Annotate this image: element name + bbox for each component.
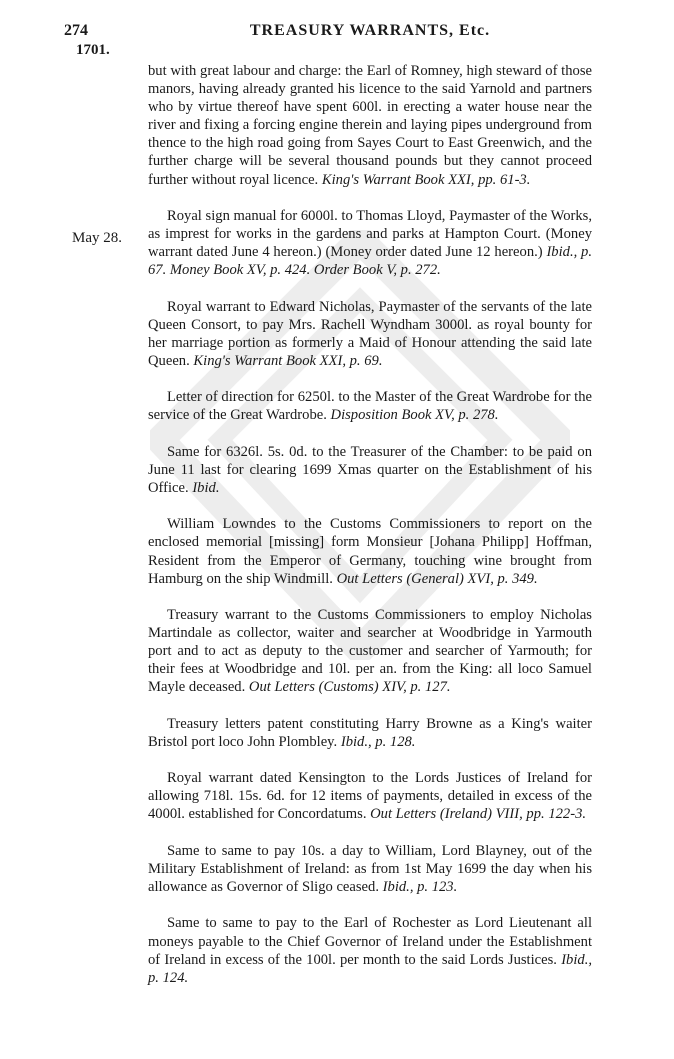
entry-great-wardrobe	[148, 388, 592, 424]
margin-year: 1701.	[76, 42, 110, 58]
entry-continuation	[148, 62, 592, 189]
entry-browne-bristol	[148, 715, 592, 751]
entry-martindale-woodbridge	[148, 606, 592, 696]
entry-reference: Out Letters (General) XVI, p. 349.	[336, 570, 538, 587]
entry-reference: Ibid., p. 124.	[148, 951, 592, 986]
entry-reference: Ibid., p. 123.	[382, 879, 458, 896]
entry-text: Royal sign manual for 6000l. to Thomas Lloyd, Paymaster of the Works, as imprest for works in the gardens and parks at Hampton Court. (Money warrant dated June 4 hereon.) (Money order dated June 12 hereon.)	[148, 207, 592, 261]
entry-text: Treasury letters patent constituting Harry Browne as a King's waiter Bristol port loco John Plombley.	[148, 715, 592, 750]
entry-reference: King's Warrant Book XXI, pp. 61-3.	[321, 171, 531, 188]
entry-text: Letter of direction for 6250l. to the Master of the Great Wardrobe for the service of the Great Wardrobe.	[148, 389, 592, 424]
entry-text: William Lowndes to the Customs Commissioners to report on the enclosed memorial [missing] form Monsieur [Johana Philipp] Hoffman, Resident from the Emperor of Germany, touching wine brought from Hamburg on the ship Windmill.	[148, 516, 592, 587]
entry-reference: King's Warrant Book XXI, p. 69.	[193, 352, 383, 369]
entry-text: Same to same to pay 10s. a day to William, Lord Blayney, out of the Military Establishment of Ireland: as from 1st May 1699 the day when his allowance as Governor of Sligo ceased.	[148, 842, 592, 896]
entry-wyndham-bounty	[148, 298, 592, 370]
entry-text: Royal warrant to Edward Nicholas, Paymaster of the servants of the late Queen Consort, to pay Mrs. Rachell Wyndham 3000l. as royal bounty for her marriage portion as formerly a Maid of Honour attending the said late Queen.	[148, 298, 592, 369]
entry-text: Royal warrant dated Kensington to the Lords Justices of Ireland for allowing 718l. 15s. 6d. for 12 items of payments, detailed in excess of the 4000l. established for Concordatums.	[148, 770, 592, 823]
entry-list	[148, 62, 592, 1005]
entry-hampton-court-works	[148, 207, 592, 279]
entry-reference: Disposition Book XV, p. 278.	[330, 407, 499, 424]
entry-treasurer-chamber	[148, 443, 592, 497]
entry-reference: Out Letters (Customs) XIV, p. 127.	[248, 679, 451, 696]
entry-hoffman-memorial	[148, 515, 592, 587]
entry-text: Treasury warrant to the Customs Commissioners to employ Nicholas Martindale as collector, waiter and searcher at Woodbridge in Yarmouth port and to act as deputy to the customer and searcher of Yarmouth; for their fees at Woodbridge and 10l. per an. from the King: all loco Samuel Mayle deceased.	[148, 607, 592, 696]
entry-ireland-concordatums	[148, 769, 592, 823]
entry-reference: Out Letters (Ireland) VIII, pp. 122-3.	[370, 806, 587, 823]
entry-lord-blayney	[148, 842, 592, 896]
entry-text: but with great labour and charge: the Earl of Romney, high steward of those manors, having already granted his licence to the said Yarnold and partners who by virtue thereof have spent 600l. in erecting a water house near the river and fixing a forcing engine therein and laying pipes underground from thence to the high road going from Sayes Court to East Greenwich, and the further charge will be several thousand pounds but they cannot proceed further without royal licence.	[148, 63, 592, 188]
margin-date: May 28.	[72, 230, 122, 246]
entry-text: Same for 6326l. 5s. 0d. to the Treasurer of the Chamber: to be paid on June 11 last for clearing 1699 Xmas quarter on the Establishment of his Office.	[148, 443, 592, 496]
running-title: TREASURY WARRANTS, Etc.	[249, 22, 491, 39]
entry-text: Same to same to pay to the Earl of Rochester as Lord Lieutenant all moneys payable to the Chief Governor of Ireland under the Establishment of Ireland in excess of the 100l. per month to the said Lords Justices.	[148, 915, 592, 968]
page-number: 274	[64, 22, 88, 39]
page-header	[0, 22, 674, 66]
entry-reference: Ibid., p. 67. Money Book XV, p. 424. Order Book V, p. 272.	[148, 244, 592, 279]
entry-earl-rochester	[148, 914, 592, 986]
entry-reference: Ibid., p. 128.	[340, 733, 416, 750]
entry-reference: Ibid.	[192, 479, 220, 496]
